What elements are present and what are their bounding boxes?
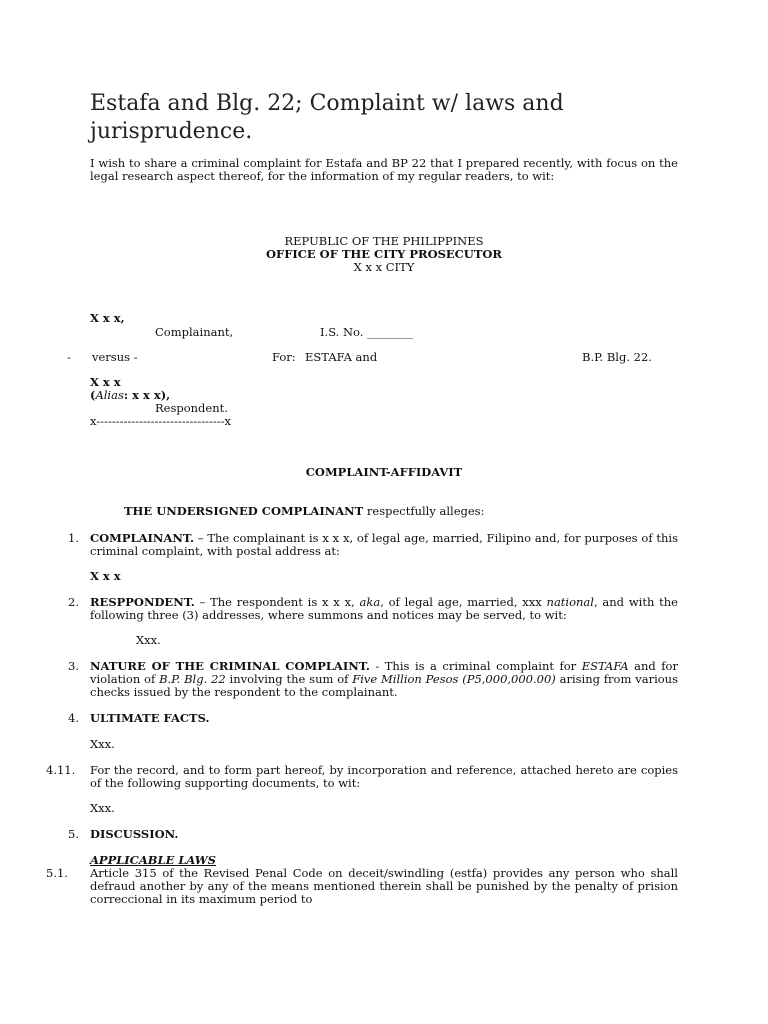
republic-heading: REPUBLIC OF THE PHILIPPINES	[284, 234, 484, 248]
lead-sentence: THE UNDERSIGNED COMPLAINANT respectfully alleges:	[124, 504, 485, 518]
supporting-documents-paragraph: For the record, and to form part hereof, by incorporation and reference, attached hereto are copies of the following supporting documents, to wit:	[90, 763, 678, 790]
supporting-documents-list: Xxx.	[90, 801, 115, 815]
charge-estafa: ESTAFA and	[305, 350, 378, 364]
respondent-label: Respondent.	[155, 401, 228, 415]
respondent-paragraph: RESPPONDENT. – The respondent is x x x, aka, of legal age, married, xxx national, and with the following three (3) addresses, where summons and notices may be served, to wit:	[90, 595, 678, 622]
nature-paragraph: NATURE OF THE CRIMINAL COMPLAINT. - This is a criminal complaint for ESTAFA and for violation of B.P. Blg. 22 involving the sum of Five Million Pesos (P5,000,000.00) arising from various checks issued by the respondent to the complainant.	[90, 659, 678, 699]
discussion-heading: DISCUSSION.	[90, 827, 179, 841]
item-number: 4.11.	[46, 763, 76, 777]
article-315-paragraph: Article 315 of the Revised Penal Code on deceit/swindling (estfa) provides any person who shall defraud another by any of the means mentioned therein shall be punished by the penalty of prision correccional in its maximum period to	[90, 866, 678, 906]
respondent-name: X x x	[90, 375, 121, 389]
city-heading: X x x CITY	[353, 260, 415, 274]
document-title: COMPLAINT-AFFIDAVIT	[305, 465, 463, 479]
charge-bp22: B.P. Blg. 22.	[582, 350, 652, 364]
applicable-laws-subheading: APPLICABLE LAWS	[90, 853, 216, 867]
complainant-label: Complainant,	[155, 325, 234, 339]
item-number: 1.	[68, 531, 79, 545]
complainant-address: X x x	[90, 569, 121, 583]
ultimate-facts-body: Xxx.	[90, 737, 115, 751]
caption-separator: x---------------------------------x	[90, 414, 231, 428]
office-heading: OFFICE OF THE CITY PROSECUTOR	[266, 247, 502, 261]
complainant-name: X x x,	[90, 311, 125, 325]
respondent-addresses: Xxx.	[136, 633, 161, 647]
item-number: 4.	[68, 711, 79, 725]
ultimate-facts-heading: ULTIMATE FACTS.	[90, 711, 210, 725]
intro-paragraph: I wish to share a criminal complaint for Estafa and BP 22 that I prepared recently, with focus on the legal research aspect thereof, for the information of my regular readers, to wit:	[90, 156, 678, 183]
versus-label: versus -	[92, 350, 138, 364]
respondent-alias: (Alias: x x x),	[90, 388, 171, 402]
item-number: 5.	[68, 827, 79, 841]
for-label: For:	[272, 350, 296, 364]
item-number: 2.	[68, 595, 79, 609]
item-number: 3.	[68, 659, 79, 673]
page-title: Estafa and Blg. 22; Complaint w/ laws and jurisprudence.	[90, 91, 564, 144]
complainant-paragraph: COMPLAINANT. – The complainant is x x x, of legal age, married, Filipino and, for purposes of this criminal complaint, with postal address at:	[90, 531, 678, 558]
case-number: I.S. No. ________	[320, 325, 414, 339]
versus-dash: -	[67, 350, 71, 364]
item-number: 5.1.	[46, 866, 68, 880]
